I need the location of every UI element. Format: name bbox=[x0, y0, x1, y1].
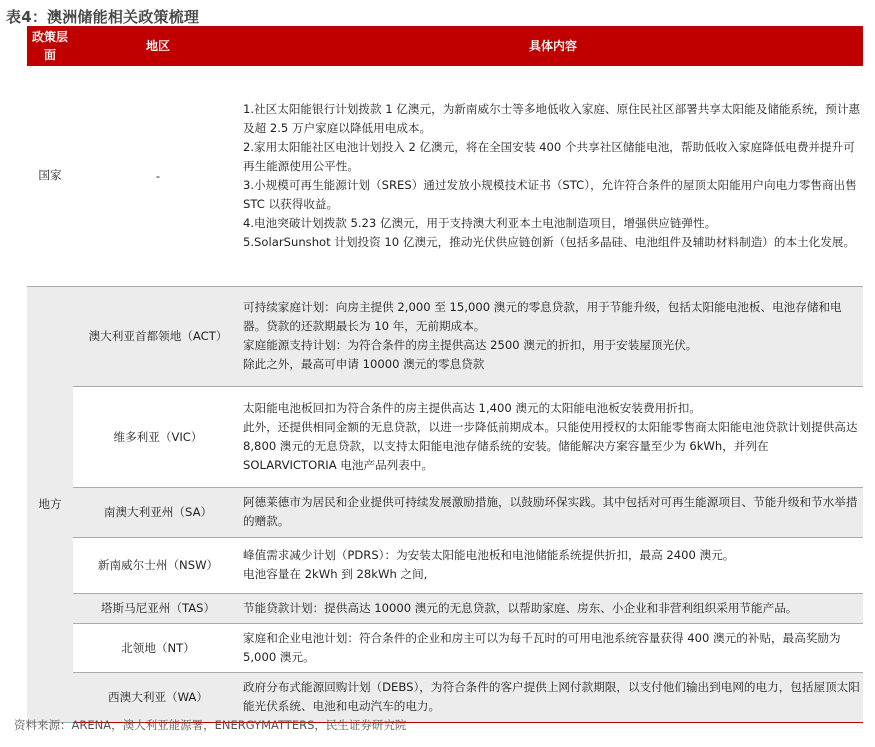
content-line: 5.SolarSunshot 计划投资 10 亿澳元，推动光伏供应链创新（包括多晶硅、电池组件及辅助材料制造）的本土化发展。 bbox=[243, 234, 856, 249]
content-line: 家庭能源支持计划：为符合条件的房主提供高达 2500 澳元的折扣，用于安装屋顶光伏。 bbox=[243, 338, 698, 352]
table-row-tas bbox=[27, 593, 863, 623]
content-sa bbox=[243, 487, 863, 537]
content-nt bbox=[243, 623, 863, 672]
content-line: 家庭和企业电池计划：符合条件的企业和房主可以为每千瓦时的可用电池系统容量获得 400 澳元的补贴，最高奖励为 5,000 澳元。 bbox=[243, 630, 841, 664]
region-act: 澳大利亚首都领地（ACT） bbox=[73, 286, 243, 386]
level-local: 地方 bbox=[27, 286, 73, 722]
region-wa: 西澳大利亚（WA） bbox=[73, 672, 243, 722]
content-line: 太阳能电池板回扣为符合条件的房主提供高达 1,400 澳元的太阳能电池板安装费用折扣。 bbox=[243, 400, 701, 415]
content-national bbox=[243, 66, 863, 286]
table-title: 表4：澳洲储能相关政策梳理 bbox=[6, 8, 200, 26]
policy-table bbox=[27, 26, 863, 723]
content-line: 阿德莱德市为居民和企业提供可持续发展激励措施，以鼓励环保实践。其中包括对可再生能源项目、节能升级和节水举措的赠款。 bbox=[243, 495, 858, 528]
region-nt: 北领地（NT） bbox=[73, 623, 243, 672]
content-line: 峰值需求减少计划（PDRS）：为安装太阳能电池板和电池储能系统提供折扣，最高 2400 澳元。 bbox=[243, 548, 735, 562]
source-note: 资料来源：ARENA，澳大利亚能源署，ENERGYMATTERS，民生证券研究院 bbox=[14, 718, 407, 732]
region-national: - bbox=[73, 66, 243, 286]
level-national: 国家 bbox=[27, 66, 73, 286]
region-tas: 塔斯马尼亚州（TAS） bbox=[73, 593, 243, 623]
table-row-sa bbox=[27, 487, 863, 537]
header-region: 地区 bbox=[73, 26, 243, 66]
content-nsw bbox=[243, 537, 863, 593]
content-line: 政府分布式能源回购计划（DEBS），为符合条件的客户提供上网付款期限，以支付他们输出到电网的电力，包括屋顶太阳能光伏系统、电池和电动汽车的电力。 bbox=[243, 680, 860, 713]
content-line: 3.小规模可再生能源计划（SRES）通过发放小规模技术证书（STC），允许符合条件的屋顶太阳能用户向电力零售商出售 STC 以获得收益。 bbox=[243, 177, 857, 211]
table-row-wa bbox=[27, 672, 863, 722]
content-line: 1.社区太阳能银行计划拨款 1 亿澳元，为新南威尔士等多地低收入家庭、原住民社区部署共享太阳能及储能系统，预计惠及超 2.5 万户家庭以降低用电成本。 bbox=[243, 101, 861, 135]
header-content: 具体内容 bbox=[243, 26, 863, 66]
content-act bbox=[243, 286, 863, 386]
content-line: 可持续家庭计划：向房主提供 2,000 至 15,000 澳元的零息贷款，用于节能升级，包括太阳能电池板、电池存储和电器。贷款的还款期最长为 10 年，无前期成本。 bbox=[243, 300, 842, 333]
content-vic bbox=[243, 386, 863, 487]
header-level: 政策层面 bbox=[27, 26, 73, 66]
content-line: 此外，还提供相同金额的无息贷款，以进一步降低前期成本。只能使用授权的太阳能零售商太阳能电池贷款计划提供高达 8,800 澳元的无息贷款，以支持太阳能电池存储系统的安装。储能解决方案容量至少为 6kWh，并列在 SOLARVICTORIA 电池产品列表中。 bbox=[243, 419, 858, 472]
table-row-nt bbox=[27, 623, 863, 672]
content-line: 2.家用太阳能社区电池计划投入 2 亿澳元，将在全国安装 400 个共享社区储能电池，帮助低收入家庭降低电费并提升可再生能源使用公平性。 bbox=[243, 139, 855, 173]
table-header-row bbox=[27, 26, 863, 66]
region-nsw: 新南威尔士州（NSW） bbox=[73, 537, 243, 593]
content-line: 电池容量在 2kWh 到 28kWh 之间, bbox=[243, 567, 428, 581]
region-sa: 南澳大利亚州（SA） bbox=[73, 487, 243, 537]
content-tas bbox=[243, 593, 863, 623]
table-row-nsw bbox=[27, 537, 863, 593]
content-line: 4.电池突破计划拨款 5.23 亿澳元，用于支持澳大利亚本土电池制造项目，增强供应链弹性。 bbox=[243, 215, 717, 230]
content-line: 除此之外，最高可申请 10000 澳元的零息贷款 bbox=[243, 357, 485, 371]
content-wa bbox=[243, 672, 863, 722]
table-row-national bbox=[27, 66, 863, 286]
content-line: 节能贷款计划：提供高达 10000 澳元的无息贷款，以帮助家庭、房东、小企业和非营利组织采用节能产品。 bbox=[243, 600, 798, 615]
table-row-vic bbox=[27, 386, 863, 487]
table-row-act bbox=[27, 286, 863, 386]
region-vic: 维多利亚（VIC） bbox=[73, 386, 243, 487]
